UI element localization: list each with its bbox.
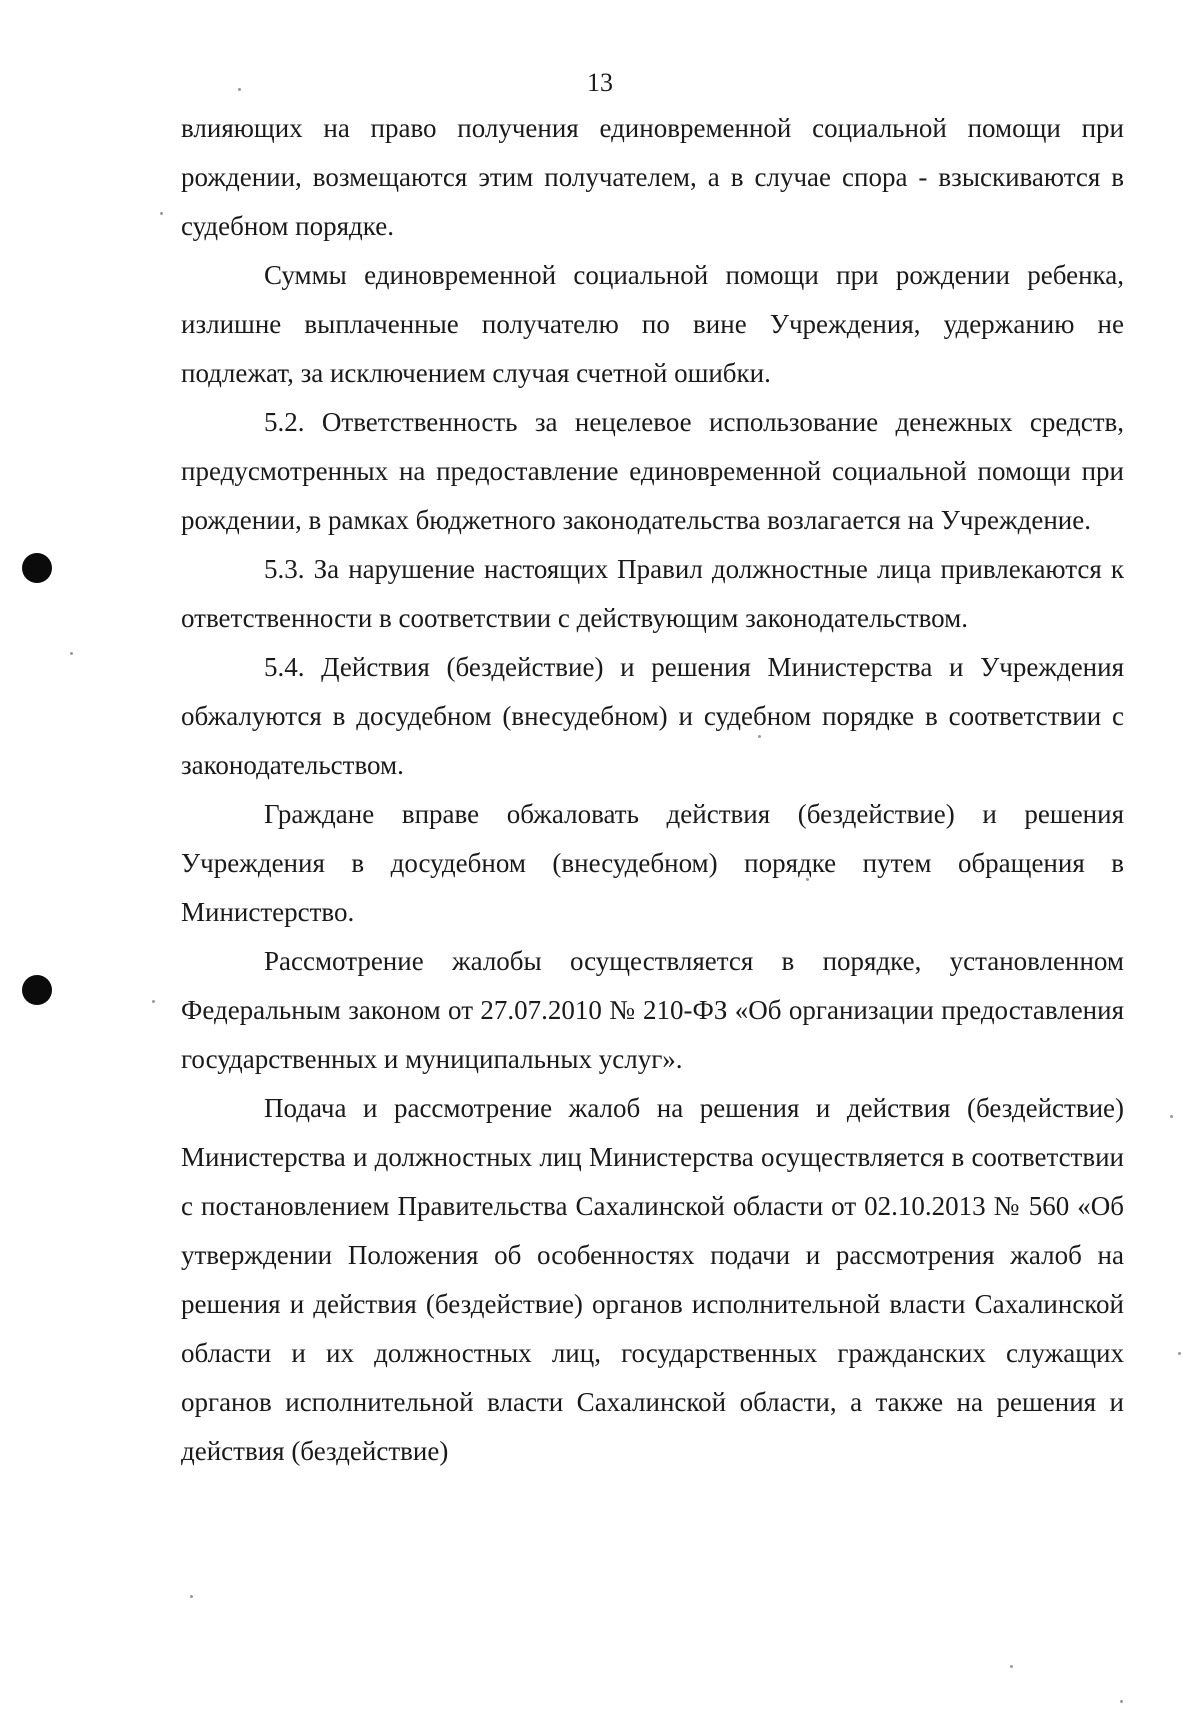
paragraph-continuation: влияющих на право получения единовременной социальной помощи при рождении, возмещаются этим получателем, а в случае спора - взыскиваются в судебном порядке.: [181, 113, 1124, 241]
paragraph-5-3: 5.3. За нарушение настоящих Правил должностные лица привлекаются к ответственности в соответствии с действующим законодательством.: [181, 554, 1124, 633]
scan-speck: [1120, 1700, 1123, 1703]
scan-speck: [152, 1000, 155, 1003]
scan-speck: [1170, 1115, 1173, 1118]
scan-speck: [758, 735, 761, 738]
scan-speck: [806, 878, 809, 881]
paragraph-5-4: 5.4. Действия (бездействие) и решения Министерства и Учреждения обжалуются в досудебном (внесудебном) и судебном порядке в соответствии с законодательством.: [181, 652, 1124, 780]
paragraph-complaint-review: Рассмотрение жалобы осуществляется в порядке, установленном Федеральным законом от 27.07.2010 № 210-ФЗ «Об организации предоставления государственных и муниципальных услуг».: [181, 946, 1124, 1074]
paragraph-complaint-submission: Подача и рассмотрение жалоб на решения и действия (бездействие) Министерства и должностных лиц Министерства осуществляется в соответствии с постановлением Правительства Сахалинской области от 02.10.2013 № 560 «Об утверждении Положения об особенностях подачи и рассмотрения жалоб на решения и действия (бездействие) органов исполнительной власти Сахалинской области и их должностных лиц, государственных гражданских служащих органов исполнительной власти Сахалинской области, а также на решения и действия (бездействие): [181, 1093, 1124, 1466]
scan-speck: [190, 1595, 193, 1598]
scan-speck: [70, 652, 73, 655]
document-body: [181, 104, 1124, 1476]
page-number: 13: [587, 68, 613, 97]
paragraph-citizens-appeal: Граждане вправе обжаловать действия (бездействие) и решения Учреждения в досудебном (внесудебном) порядке путем обращения в Министерство.: [181, 799, 1124, 927]
punch-hole-bottom: [22, 975, 52, 1005]
scan-speck: [160, 212, 163, 215]
paragraph-5-2: 5.2. Ответственность за нецелевое использование денежных средств, предусмотренных на предоставление единовременной социальной помощи при рождении, в рамках бюджетного законодательства возлагается на Учреждение.: [181, 407, 1124, 535]
scan-speck: [238, 88, 241, 91]
scan-speck: [1010, 1665, 1013, 1668]
paragraph-overpayment: Суммы единовременной социальной помощи при рождении ребенка, излишне выплаченные получателю по вине Учреждения, удержанию не подлежат, за исключением случая счетной ошибки.: [181, 260, 1124, 388]
scan-speck: [1178, 1352, 1181, 1355]
punch-hole-top: [22, 553, 52, 583]
